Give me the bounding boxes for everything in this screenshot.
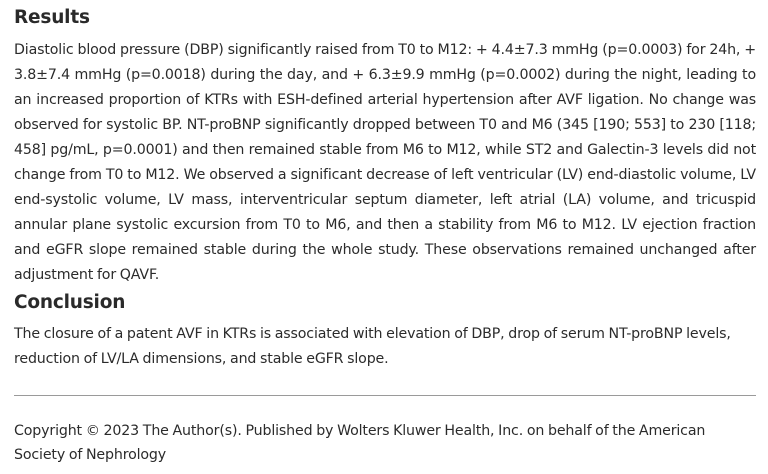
section-divider: [14, 395, 756, 396]
conclusion-heading: Conclusion: [14, 292, 126, 313]
results-heading: Results: [14, 7, 90, 28]
conclusion-paragraph: The closure of a patent AVF in KTRs is associated with elevation of DBP, drop of serum NT-proBNP levels, reduction of LV/LA dimensions, and stable eGFR slope.: [14, 326, 731, 367]
results-paragraph: Diastolic blood pressure (DBP) significantly raised from T0 to M12: + 4.4±7.3 mmHg (p=0.0003) for 24h, + 3.8±7.4 mmHg (p=0.0018) during the day, and + 6.3±9.9 mmHg (p=0.0002) during the night, leading to an increased proportion of KTRs with ESH-defined arterial hypertension after AVF ligation. No change was observed for systolic BP. NT-proBNP significantly dropped between T0 and M6 (345 [190; 553] to 230 [118; 458] pg/mL, p=0.0001) and then remained stable from M6 to M12, while ST2 and Galectin-3 levels did not change from T0 to M12. We observed a significant decrease of left ventricular (LV) end-diastolic volume, LV end-systolic volume, LV mass, interventricular septum diameter, left atrial (LA) volume, and tricuspid annular plane systolic excursion from T0 to M6, and then a stability from M6 to M12. LV ejection fraction and eGFR slope remained stable during the whole study. These observations remained unchanged after adjustment for QAVF.: [14, 42, 756, 283]
copyright-notice: Copyright © 2023 The Author(s). Published by Wolters Kluwer Health, Inc. on behalf of the American Society of Nephrology: [14, 423, 706, 463]
